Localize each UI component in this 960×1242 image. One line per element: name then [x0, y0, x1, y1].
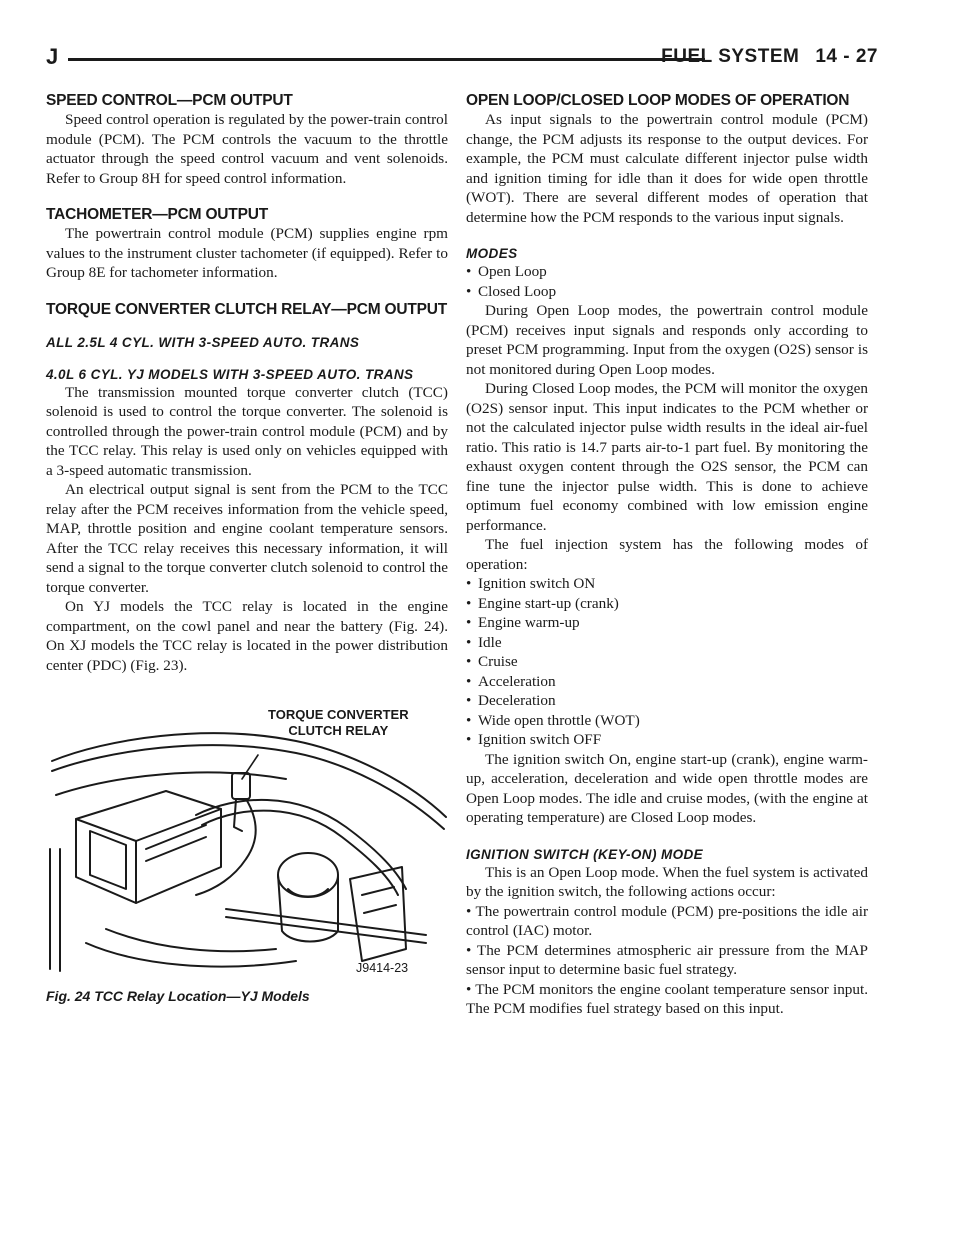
list-item: • Cruise	[466, 653, 518, 670]
figure-callout	[268, 707, 409, 739]
tcc-subheading-25l: ALL 2.5L 4 CYL. WITH 3-SPEED AUTO. TRANS	[46, 334, 360, 350]
list-item: • Open Loop	[466, 263, 547, 280]
header-title	[661, 46, 878, 68]
list-item: • The PCM monitors the engine coolant temperature sensor input. The PCM modifies fuel strategy based on this input.	[466, 980, 869, 1017]
list-item: • Engine warm-up	[466, 614, 580, 631]
modes-of-operation-heading: OPEN LOOP/CLOSED LOOP MODES OF OPERATION	[466, 92, 850, 109]
page-number: 14 - 27	[815, 46, 878, 67]
closed-loop-paragraph: During Closed Loop modes, the PCM will monitor the oxygen (O2S) sensor input. This input indicates to the PCM whether or not the calculated injector pulse width results in the ideal air-fuel ratio. This ratio is 14.7 parts air-to-1 part fuel. By monitoring the exhaust oxygen content through the O2S sensor, the PCM can fine tune the injector pulse width. This is done to achieve optimum fuel economy combined with low emission engine performance.	[466, 380, 868, 534]
tcc-subheading-40l: 4.0L 6 CYL. YJ MODELS WITH 3-SPEED AUTO. TRANS	[46, 366, 414, 382]
callout-line-1: TORQUE CONVERTER	[268, 707, 409, 722]
tachometer-heading: TACHOMETER—PCM OUTPUT	[46, 206, 268, 223]
left-column	[46, 92, 448, 1007]
tachometer-paragraph: The powertrain control module (PCM) supplies engine rpm values to the instrument cluster tachometer (if equipped). Refer to Group 8E for tachometer information.	[46, 225, 448, 281]
header-rule	[68, 58, 705, 61]
list-item: • Closed Loop	[466, 282, 557, 300]
tcc-paragraph-1: The transmission mounted torque converter clutch (TCC) solenoid is used to control the torque converter. The solenoid is controlled through the power-train control module (PCM) and by the TCC relay. This relay is used only on vehicles equipped with a 3-speed automatic transmission.	[46, 383, 448, 479]
list-item: • Ignition switch ON	[466, 575, 596, 592]
fuel-injection-modes-paragraph: The fuel injection system has the following modes of operation:	[466, 536, 868, 573]
list-item: • Acceleration	[466, 672, 556, 690]
modes-intro-paragraph: As input signals to the powertrain control module (PCM) change, the PCM adjusts its response to the output devices. For example, the PCM must calculate different injector pulse width and ignition timing for idle than it does for wide open throttle (WOT). There are several different modes of operation that determine how the PCM responds to the various input signals.	[466, 111, 868, 226]
section-title: FUEL SYSTEM	[661, 46, 800, 67]
list-item: • Idle	[466, 633, 502, 651]
figure-caption: Fig. 24 TCC Relay Location—YJ Models	[46, 988, 310, 1004]
section-letter: J	[46, 44, 59, 69]
loop-summary-paragraph: The ignition switch On, engine start-up (crank), engine warm-up, acceleration, deceleration and wide open throttle modes are Open Loop modes. The idle and cruise modes, (with the engine at operating temperature) are Closed Loop modes.	[466, 750, 868, 826]
list-item: • The powertrain control module (PCM) pre-positions the idle air control (IAC) motor.	[466, 902, 868, 939]
open-loop-paragraph: During Open Loop modes, the powertrain control module (PCM) receives input signals and responds only according to preset PCM programming. Input from the oxygen (O2S) sensor is not monitored during Open Loop modes.	[466, 302, 868, 378]
list-item: • The PCM determines atmospheric air pressure from the MAP sensor input to determine basic fuel strategy.	[466, 941, 869, 978]
page-header	[46, 44, 878, 74]
callout-line-2: CLUTCH RELAY	[288, 723, 389, 738]
figure-24	[46, 699, 448, 983]
list-item: • Wide open throttle (WOT)	[466, 711, 640, 729]
tcc-relay-heading: TORQUE CONVERTER CLUTCH RELAY—PCM OUTPUT	[46, 300, 448, 318]
speed-control-heading: SPEED CONTROL—PCM OUTPUT	[46, 92, 293, 109]
modes-subheading: MODES	[466, 246, 518, 261]
key-on-paragraph: This is an Open Loop mode. When the fuel system is activated by the ignition switch, the following actions occur:	[466, 863, 868, 900]
tcc-paragraph-2: An electrical output signal is sent from the PCM to the TCC relay after the PCM receives information from the vehicle speed, MAP, throttle position and engine coolant temperature sensors. After the TCC relay receives this necessary information, it will send a signal to the torque converter clutch solenoid to control the torque converter.	[46, 481, 448, 596]
figure-code: J9414-23	[356, 961, 409, 975]
list-item: • Ignition switch OFF	[466, 731, 602, 748]
key-on-mode-heading: IGNITION SWITCH (KEY-ON) MODE	[466, 846, 704, 862]
right-column	[466, 92, 868, 1019]
tcc-paragraph-3: On YJ models the TCC relay is located in the engine compartment, on the cowl panel and near the battery (Fig. 24). On XJ models the TCC relay is located in the power distribution center (PDC) (Fig. 23).	[46, 598, 448, 674]
list-item: • Engine start-up (crank)	[466, 594, 619, 612]
speed-control-paragraph: Speed control operation is regulated by the power-train control module (PCM). The PCM controls the vacuum to the throttle actuator through the speed control vacuum and vent solenoids. Refer to Group 8H for speed control information.	[46, 111, 448, 187]
list-item: • Deceleration	[466, 692, 556, 709]
tcc-relay-illustration	[46, 699, 448, 983]
